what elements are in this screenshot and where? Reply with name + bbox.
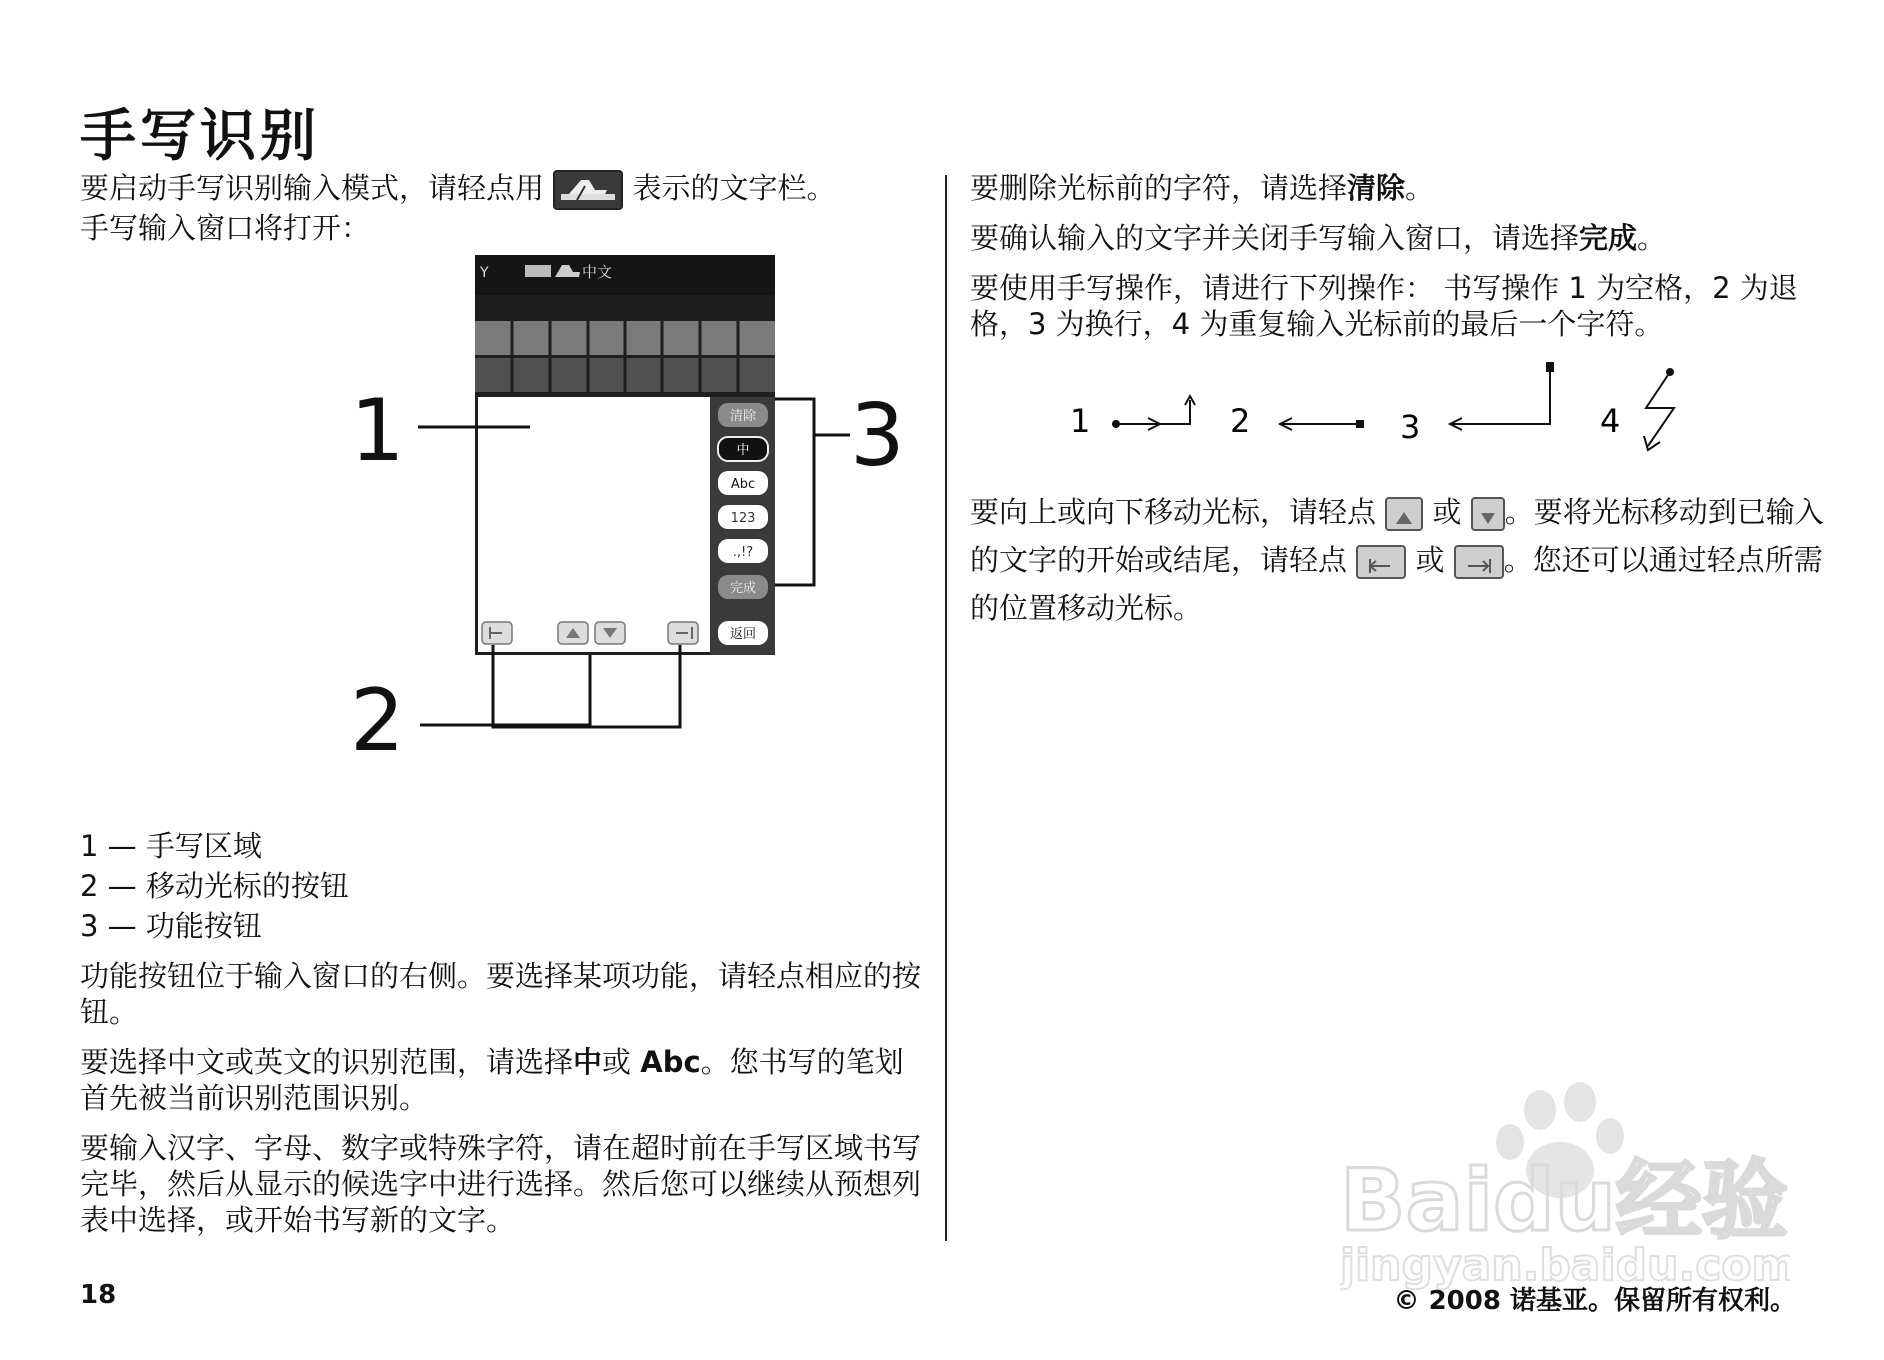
range-zh-label: 中: [573, 1045, 603, 1079]
cursor-end-icon: [1454, 545, 1504, 579]
intro-text-a: 要启动手写识别输入模式，请轻点用: [80, 171, 545, 205]
gesture-paragraph: 要使用手写操作，请进行下列操作： 书写操作 1 为空格，2 为退格，3 为换行，4 为重复输入光标前的最后一个字符。: [970, 271, 1798, 341]
callout-2-line: [420, 655, 590, 725]
handwriting-window-figure: [350, 255, 940, 755]
back-button-label: 返回: [729, 627, 757, 642]
signal-icon: Y: [480, 265, 489, 281]
cursor-paragraph: [970, 488, 1830, 632]
done-button-label: 完成: [729, 581, 757, 596]
clear-paragraph: [970, 170, 1830, 206]
function-paragraph: 功能按钮位于输入窗口的右侧。要选择某项功能，请轻点相应的按钮。: [80, 959, 922, 1029]
gesture-diagram: [1070, 360, 1710, 470]
range-abc-label: Abc: [640, 1045, 701, 1079]
baidu-watermark: [1340, 1080, 1790, 1290]
status-bar: [475, 255, 775, 295]
done-paragraph: [970, 220, 1830, 256]
legend-item-3: 3 — 功能按钮: [80, 909, 262, 943]
cursor-text-a: 要向上或向下移动光标，请轻点: [970, 495, 1377, 529]
cursor-down-icon: [1471, 497, 1505, 531]
page-number: 18: [80, 1280, 117, 1310]
gesture-label-3: 3: [1400, 408, 1421, 446]
cursor-start-icon: [1356, 545, 1406, 579]
clear-text-a: 要删除光标前的字符，请选择: [970, 171, 1348, 205]
intro-paragraph: [80, 170, 930, 246]
intro-text-b: 表示的文字栏。: [632, 171, 836, 205]
gesture-label-2: 2: [1230, 402, 1251, 440]
cursor-up-icon: [1385, 497, 1423, 531]
done-text-c: 。: [1637, 221, 1667, 255]
done-label: 完成: [1579, 221, 1638, 255]
done-text-a: 要确认输入的文字并关闭手写输入窗口，请选择: [970, 221, 1580, 255]
gesture-2-start: [1356, 420, 1364, 428]
intro-text-c: 手写输入窗口将打开：: [80, 211, 371, 245]
battery-icon: [525, 265, 551, 277]
cursor-or-text-2: 或: [1415, 543, 1445, 577]
number-button-label: 123: [730, 511, 756, 526]
range-text-a: 要选择中文或英文的识别范围，请选择: [80, 1045, 574, 1079]
abc-button-label: Abc: [730, 477, 756, 492]
gesture-label-1: 1: [1070, 402, 1091, 440]
callout-2-bracket: [493, 645, 680, 727]
range-paragraph: [80, 1044, 930, 1116]
callout-1-number: 1: [350, 381, 405, 481]
legend-item-1: 1 — 手写区域: [80, 829, 262, 863]
clear-button-label: 清除: [729, 409, 757, 424]
watermark-url: jingyan.baidu.com: [1340, 1240, 1790, 1290]
legend-item-2: 2 — 移动光标的按钮: [80, 869, 349, 903]
copyright-notice: © 2008 诺基亚。保留所有权利。: [1393, 1286, 1796, 1316]
handwriting-window-diagram: [350, 255, 940, 755]
column-divider: [945, 175, 947, 1241]
gesture-4-stroke: [1646, 372, 1674, 446]
figure-legend: [80, 826, 930, 946]
right-column: [970, 170, 1830, 632]
callout-3-number: 3: [850, 386, 905, 486]
range-or-text: 或: [602, 1045, 641, 1079]
clear-text-c: 。: [1405, 171, 1435, 205]
chinese-button-label: 中: [736, 443, 750, 458]
input-paragraph: 要输入汉字、字母、数字或特殊字符，请在超时前在手写区域书写完毕，然后从显示的候选字中进行选择。然后您可以继续从预想列表中选择，或开始书写新的文字。: [80, 1131, 922, 1237]
page-title: 手写识别: [80, 104, 320, 169]
symbol-button-label: .,!?: [732, 545, 754, 560]
clear-label: 清除: [1347, 171, 1406, 205]
writing-area: [478, 397, 710, 652]
watermark-brand: Baidu经验: [1340, 1151, 1788, 1251]
cursor-text-c: 。您还可以通过轻点所需的位置移动光标。: [970, 543, 1823, 625]
gesture-label-4: 4: [1600, 402, 1621, 440]
range-text-b: 。您书写的笔划首先被当前识别范围识别。: [80, 1045, 904, 1115]
gesture-3-stroke: [1450, 370, 1550, 424]
callout-3-bracket: [775, 399, 814, 585]
cursor-or-text-1: 或: [1432, 495, 1462, 529]
status-text: 中文: [582, 263, 613, 281]
callout-2-number: 2: [350, 671, 405, 755]
handwriting-pen-icon: [553, 170, 623, 210]
gesture-4-arrow: [1644, 436, 1660, 450]
cursor-text-b: 。要将光标移动到已输入的文字的开始或结尾，请轻点: [970, 495, 1824, 577]
